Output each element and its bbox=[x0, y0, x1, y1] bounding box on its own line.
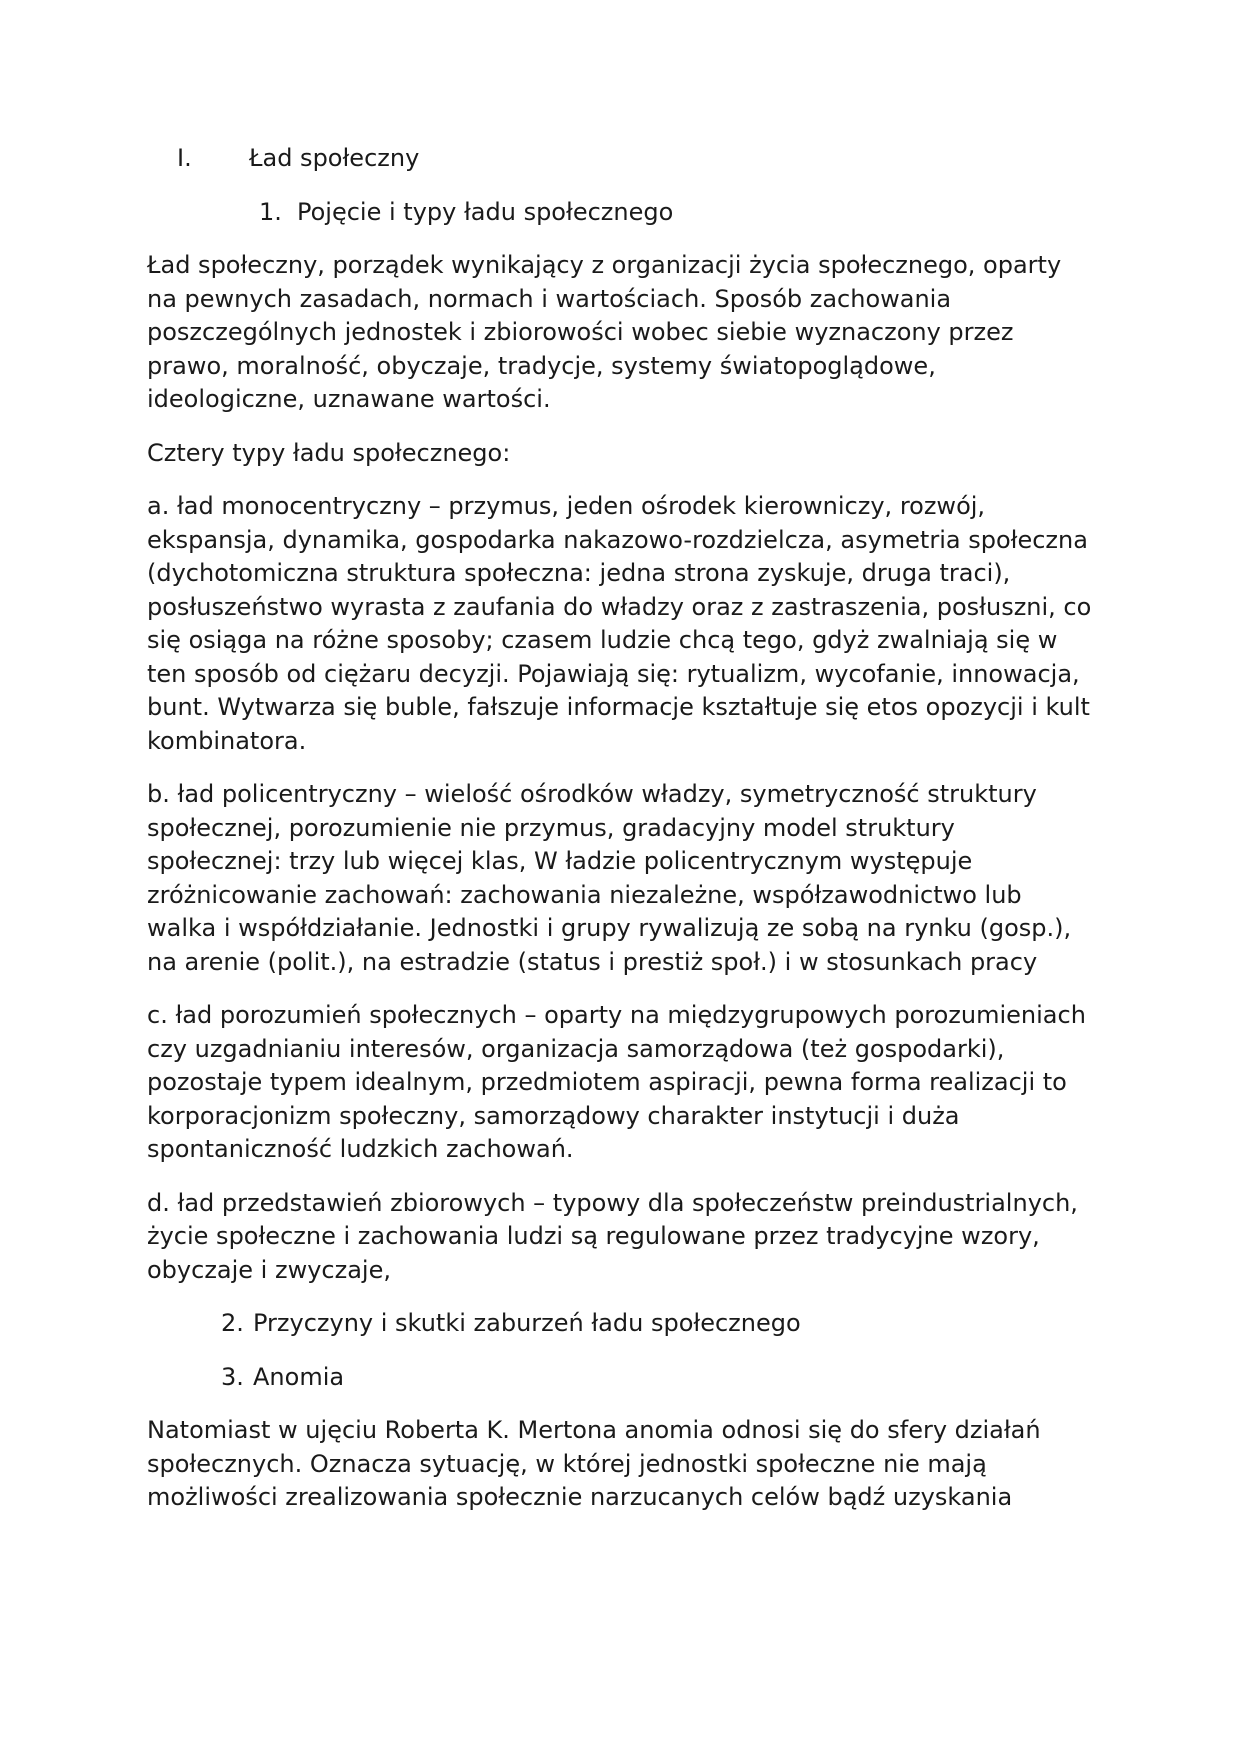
subsection-heading-3 bbox=[221, 1361, 1097, 1395]
subsection-title: Pojęcie i typy ładu społecznego bbox=[297, 197, 674, 226]
subsection-title: Anomia bbox=[253, 1362, 345, 1391]
paragraph-type-a: a. ład monocentryczny – przymus, jeden ośrodek kierowniczy, rozwój, ekspansja, dynamika, gospodarka nakazowo-rozdzielcza, asymetria społeczna (dychotomiczna struktura społeczna: jedna strona zyskuje, druga traci), posłuszeństwo wyrasta z zaufania do władzy oraz z zastraszenia, posłuszni, co się osiąga na różne sposoby; czasem ludzie chcą tego, gdyż zwalniają się w ten sposób od ciężaru decyzji. Pojawiają się: rytualizm, wycofanie, innowacja, bunt. Wytwarza się buble, fałszuje informacje kształtuje się etos opozycji i kult kombinatora. bbox=[147, 492, 1092, 755]
paragraph-type-d: d. ład przedstawień zbiorowych – typowy dla społeczeństw preindustrialnych, życie społeczne i zachowania ludzi są regulowane przez tradycyjne wzory, obyczaje i zwyczaje, bbox=[147, 1188, 1078, 1284]
subsection-number: 3. bbox=[221, 1362, 244, 1391]
paragraph-type-c: c. ład porozumień społecznych – oparty na międzygrupowych porozumieniach czy uzgadnianiu interesów, organizacja samorządowa (też gospodarki), pozostaje typem idealnym, przedmiotem aspiracji, pewna forma realizacji to korporacjonizm społeczny, samorządowy charakter instytucji i duża spontaniczność ludzkich zachowań. bbox=[147, 1001, 1086, 1163]
paragraph-type-b: b. ład policentryczny – wielość ośrodków władzy, symetryczność struktury społecznej, porozumienie nie przymus, gradacyjny model struktury społecznej: trzy lub więcej klas, W ładzie policentrycznym występuje zróżnicowanie zachowań: zachowania niezależne, współzawodnictwo lub walka i współdziałanie. Jednostki i grupy rywalizują ze sobą na rynku (gosp.), na arenie (polit.), na estradzie (status i prestiż społ.) i w stosunkach pracy bbox=[147, 780, 1072, 976]
paragraph-anomia: Natomiast w ujęciu Roberta K. Mertona anomia odnosi się do sfery działań społecznych. Oznacza sytuację, w której jednostki społeczne nie mają możliwości zrealizowania społecznie narzucanych celów bądź uzyskania bbox=[147, 1416, 1041, 1511]
paragraph-definition: Ład społeczny, porządek wynikający z organizacji życia społecznego, oparty na pewnych zasadach, normach i wartościach. Sposób zachowania poszczególnych jednostek i zbiorowości wobec siebie wyznaczony przez prawo, moralność, obyczaje, tradycje, systemy światopoglądowe, ideologiczne, uznawane wartości. bbox=[147, 251, 1062, 413]
section-title: Ład społeczny bbox=[249, 144, 420, 172]
subsection-heading-2 bbox=[221, 1307, 1097, 1341]
section-heading bbox=[177, 142, 1097, 176]
section-number: I. bbox=[177, 144, 192, 172]
subsection-heading-1 bbox=[259, 196, 1097, 230]
document-body bbox=[147, 142, 1097, 1515]
subsection-number: 1. bbox=[259, 197, 282, 226]
subsection-number: 2. bbox=[221, 1309, 244, 1337]
paragraph-types-intro: Cztery typy ładu społecznego: bbox=[147, 438, 511, 467]
subsection-title: Przyczyny i skutki zaburzeń ładu społecznego bbox=[253, 1309, 801, 1337]
